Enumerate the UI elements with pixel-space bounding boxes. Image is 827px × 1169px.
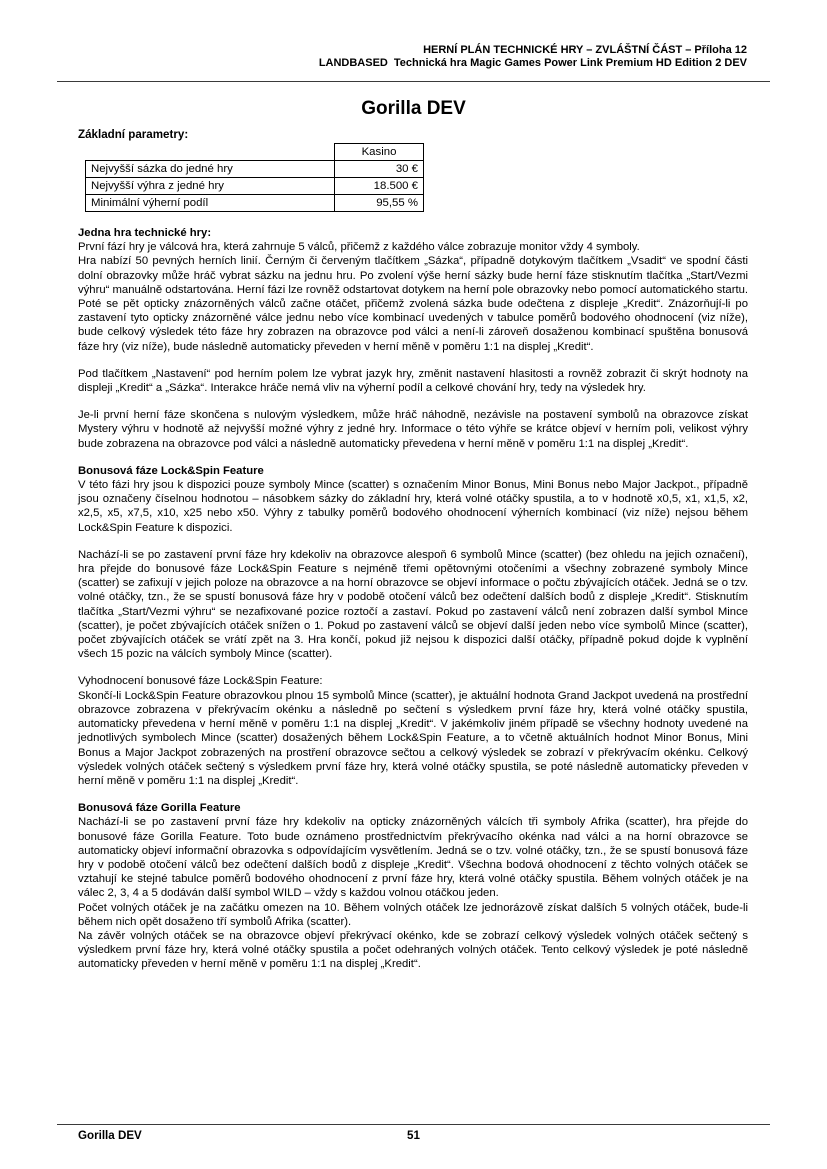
table-header-row — [86, 144, 424, 161]
paragraph: Na závěr volných otáček se na obrazovce objeví překrývací okénko, kde se zobrazí celkový výsledek volných otáček sečtený s výsledkem první fáze hry, která volné otáčky spustila a počet odehraných volných otáček. Tento celkový výsledek je poté následně automaticky převeden v herní měně v poměru 1:1 na displej „Kredit“. — [78, 929, 748, 971]
paragraph-spacer — [78, 661, 748, 674]
param-label: Nejvyšší výhra z jedné hry — [86, 178, 335, 195]
paragraph: Je-li první herní fáze skončena s nulovým výsledkem, může hráč náhodně, nezávisle na postavení symbolů na obrazovce získat Mystery výhru v hodnotě až nejvyšší možné výhry z jedné hry. Informace o této výhře se krátce objeví v herním poli, velikost výhry bude zobrazena na obrazovce pod válci a následně automaticky převedena v herní měně v poměru 1:1 na displej „Kredit“. — [78, 409, 748, 450]
empty-cell — [86, 144, 335, 161]
param-value: 95,55 % — [335, 195, 424, 212]
document-body — [78, 226, 748, 972]
paragraph-spacer — [78, 788, 748, 801]
paragraph: V této fázi hry jsou k dispozici pouze symboly Mince (scatter) s označením Minor Bonus, Mini Bonus nebo Major Jackpot., případně jsou označeny číselnou hodnotou – násobkem sázky do základní hry, která volné otáčky spustila, a to v hodnotě x0,5, x1, x1,5, x2, x2,5, x5, x7,5, x10, x25 nebo x50. Výhry z tabulky poměrů bodového ohodnocení výherních kombinací (viz níže) nejsou během Lock&Spin Feature k dispozici. — [78, 479, 748, 534]
param-label: Minimální výherní podíl — [86, 195, 335, 212]
paragraph: Skončí-li Lock&Spin Feature obrazovkou plnou 15 symbolů Mince (scatter), je aktuální hodnota Grand Jackpot uvedená na prostřední obrazovce zobrazena v překrývacím okénku a následně po sečtení s výsledkem první fáze hry, která volné otáčky spustila, automaticky převedena v herní měně v poměru 1:1 na displej „Kredit“. V jakémkoliv jiném případě se všechny hodnoty uvedené na jednotlivých symbolech Mince (scatter) dosažených během Lock&Spin Feature, a to včetně aktuálních hodnot Minor Bonus, Mini Bonus a Major Jackpot zobrazených na prostření obrazovce sečtou a celkový výsledek se zobrazí v překrývacím okénku. Celkový výsledek volných otáček sečtený s výsledkem první fáze hry, která volné otáčky spustila, se poté následně automaticky převeden v herní měně v poměru 1:1 na displej „Kredit“. — [78, 689, 748, 787]
footer-page-number: 51 — [407, 1129, 420, 1142]
header-line-2 — [0, 57, 747, 70]
table-row — [86, 195, 424, 212]
page-title: Gorilla DEV — [361, 98, 466, 119]
header-line-1: HERNÍ PLÁN TECHNICKÉ HRY – ZVLÁŠTNÍ ČÁST – Příloha 12 — [423, 44, 747, 56]
params-label: Základní parametry: — [78, 128, 189, 141]
paragraph-spacer — [78, 535, 748, 548]
paragraph: Nachází-li se po zastavení první fáze hry kdekoliv na obrazovce alespoň 6 symbolů Mince (scatter) (bez ohledu na jejich označení), hra přejde do bonusové fáze Lock&Spin Feature s nejméně třemi opětovnými otočeními a všechny zobrazené symboly Mince (scatter) se zafixují v jejich poloze na obrazovce a na horní obrazovce se objeví informace o počtu zbývajících otáček. Jedná se o tzv. volné otáčky, tzn., že se spustí bonusová fáze hry v podobě otočení válců bez odečtení dalších bodů z displeje „Kredit“. Stisknutím tlačítka „Start/Vezmi výhru“ se nezafixované pozice roztočí a zastaví. Pokud po zastavení válců není zobrazen další symbol Mince (scatter), je počet zbývajících otáček snížen o 1. Pokud po zastavení válců se objeví další jeden nebo více symbolů Mince (scatter), počet zbývajících otáček se vrátí zpět na 3. Hra končí, pokud již nejsou k dispozici další otáčky, případně pokud dojde k vyplnění všech 15 pozic na válcích symboly Mince (scatter). — [78, 548, 748, 661]
paragraph: Poté se pět opticky znázorněných válců začne otáčet, přičemž zvolená sázka bude odečtena z displeje „Kredit“. Znázorňují-li po zastavení tyto opticky znázorněné válce jednu nebo více kombinací uvedených v tabulce poměrů bodového ohodnocení (viz níže), bude celkový výsledek této fáze hry zobrazen na obrazovce pod válci a není-li zároveň dosaženou kombinací spuštěna bonusová fáze hry (viz níže), bude následně automaticky převeden v herní měně v poměru 1:1 na displej „Kredit“. — [78, 298, 748, 353]
section-heading: Jedna hra technické hry: — [78, 227, 212, 239]
params-column-header: Kasino — [335, 144, 424, 161]
paragraph: Hra nabízí 50 pevných herních linií. Černým či červeným tlačítkem „Sázka“, případně dotykovým tlačítkem „Vsadit“ ve spodní části dolní obrazovky může hráč vybrat sázku na jednu hru. Po zvolení výše herní sázky bude herní fáze stisknutím tlačítka „Start/Vezmi výhru“ manuálně odstartována. Herní fázi lze rovněž odstartovat dotykem na herní pole obrazovky nebo pomocí automatického startu. — [78, 255, 749, 296]
document-footer — [0, 1113, 827, 1169]
footer-row — [0, 1129, 827, 1143]
paragraph-spacer — [78, 354, 748, 367]
paragraph: Nachází-li se po zastavení první fáze hry kdekoliv na opticky znázorněných válcích tři symboly Afrika (scatter), hra přejde do bonusové fáze Gorilla Feature. Toto bude oznámeno prostřednictvím překrývacího okénka nad válci a na horní obrazovce se automaticky objeví informační obrazovka s odpovídajícím vysvětlením. Jedná se o tzv. volné otáčky, tzn., že se spustí bonusová fáze hry v podobě otočení válců bez odečtení dalších bodů z displeje „Kredit“. Všechna bodová ohodnocení z těchto volných otáček se vztahují ke stejné tabulce poměrů bodového ohodnocení z první fáze hry, která volné otáčky spustila. Během volných otáček je na válec 2, 3, 4 a 5 dodáván další symbol WILD – vždy s každou volnou otáčkou jeden. — [78, 816, 748, 900]
table-row — [86, 178, 424, 195]
paragraph: Vyhodnocení bonusové fáze Lock&Spin Feature: — [78, 675, 323, 688]
paragraph: Pod tlačítkem „Nastavení“ pod herním polem lze vybrat jazyk hry, změnit nastavení hlasitosti a rovněž zobrazit či skrýt hodnoty na displeji „Kredit“ a „Sázka“. Interakce hráče nemá vliv na výherní podíl a celkové chování hry, tedy na výsledek hry. — [78, 367, 748, 395]
paragraph-spacer — [78, 451, 748, 464]
param-label: Nejvyšší sázka do jedné hry — [86, 161, 335, 178]
header-divider — [57, 81, 770, 82]
section-heading: Bonusová fáze Gorilla Feature — [78, 802, 241, 815]
paragraph: První fází hry je válcová hra, která zahrnuje 5 válců, přičemž z každého válce zobrazuje monitor vždy 4 symboly. — [78, 241, 640, 254]
paragraph-spacer — [78, 395, 748, 408]
param-value: 18.500 € — [335, 178, 424, 195]
header-line-2-label: LANDBASED — [318, 57, 388, 69]
params-table — [85, 143, 424, 212]
param-value: 30 € — [335, 161, 424, 178]
section-heading: Bonusová fáze Lock&Spin Feature — [78, 464, 264, 477]
footer-title: Gorilla DEV — [78, 1129, 142, 1142]
document-header — [0, 0, 747, 70]
footer-divider — [57, 1124, 770, 1125]
paragraph: Počet volných otáček je na začátku omezen na 10. Během volných otáček lze jednorázově získat dalších 5 volných otáček, bude-li během nich opět dosaženo tří symbolů Afrika (scatter). — [78, 901, 748, 928]
header-line-2-text: Technická hra Magic Games Power Link Premium HD Edition 2 DEV — [393, 57, 747, 69]
table-row — [86, 161, 424, 178]
